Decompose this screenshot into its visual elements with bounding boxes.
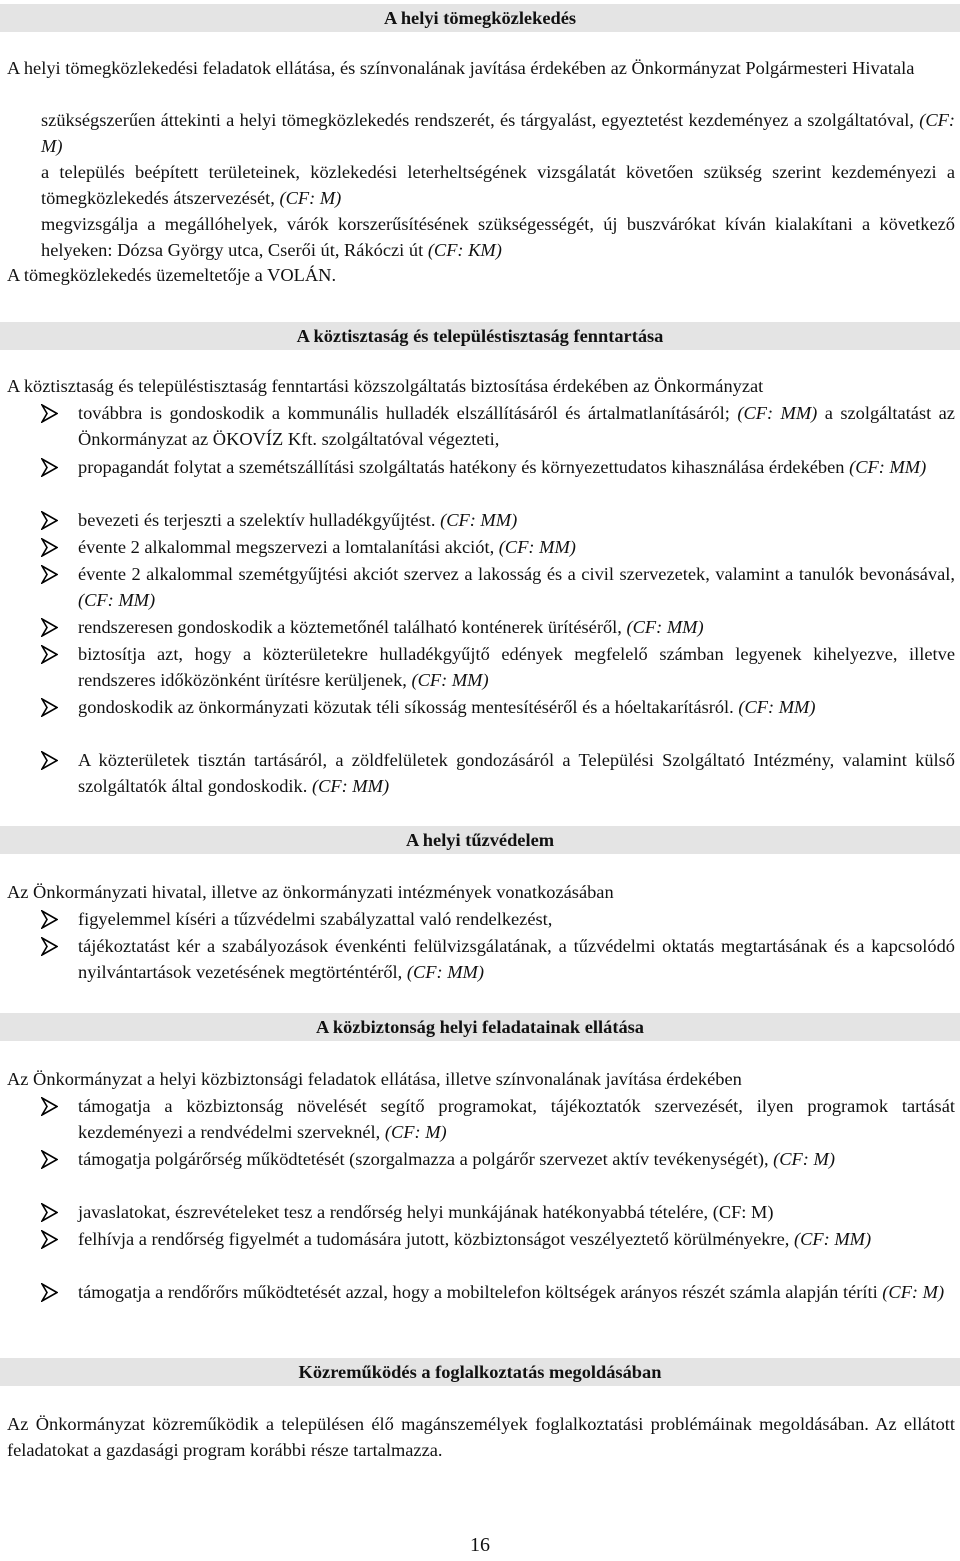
arrow-bullet-icon [41, 1203, 58, 1222]
arrow-bullet-icon [41, 618, 58, 637]
arrow-bullet-icon [41, 1230, 58, 1249]
transport-intro: A helyi tömegközlekedési feladatok ellátása, és színvonalának javítása érdekében az Önkormányzat Polgármesteri Hivatala [7, 58, 915, 78]
transport-closing: A tömegközlekedés üzemeltetője a VOLÁN. [7, 265, 337, 285]
arrow-bullet-icon [41, 565, 58, 584]
transport-item: szükségszerűen áttekinti a helyi tömegközlekedés rendszerét, és tárgyalást, egyeztetést kezdeményez a szolgáltatóval, (CF: M) [41, 110, 955, 156]
list-item: rendszeresen gondoskodik a köztemetőnél található konténerek ürítéséről, (CF: MM) [41, 615, 955, 641]
list-item: tájékoztatást kér a szabályozások évenkénti felülvizsgálatának, a tűzvédelmi oktatás megtartásának és a kapcsolódó nyilvántartások vezetésének megtörténtéről, (CF: MM) [41, 934, 955, 985]
list-item: bevezeti és terjeszti a szelektív hulladékgyűjtést. (CF: MM) [41, 508, 955, 534]
list-item: támogatja polgárőrség működtetését (szorgalmazza a polgárőr szervezet aktív tevékenységét), (CF: M) [41, 1147, 955, 1173]
section-heading-employment: Közreműködés a foglalkoztatás megoldásában [0, 1358, 960, 1386]
list-item: felhívja a rendőrség figyelmét a tudomására jutott, közbiztonságot veszélyeztető körülményekre, (CF: MM) [41, 1227, 955, 1253]
list-item: javaslatokat, észrevételeket tesz a rendőrség helyi munkájának hatékonyabbá tételére, (CF: M) [41, 1200, 955, 1226]
employment-text: Az Önkormányzat közreműködik a településen élő magánszemélyek foglalkoztatási problémáinak megoldásában. Az ellátott feladatokat a gazdasági program korábbi része tartalmazza. [7, 1414, 955, 1460]
arrow-bullet-icon [41, 404, 58, 423]
section-heading-fire: A helyi tűzvédelem [0, 826, 960, 854]
list-item: gondoskodik az önkormányzati közutak téli síkosság mentesítéséről és a hóeltakarításról. (CF: MM) [41, 695, 955, 721]
arrow-bullet-icon [41, 538, 58, 557]
list-item: évente 2 alkalommal szemétgyűjtési akciót szervez a lakosság és a civil szervezetek, valamint a tanulók bevonásával, (CF: MM) [41, 562, 955, 613]
list-item: propagandát folytat a szemétszállítási szolgáltatás hatékony és környezettudatos kihasználása érdekében (CF: MM) [41, 455, 955, 481]
fire-intro: Az Önkormányzati hivatal, illetve az önkormányzati intézmények vonatkozásában [7, 882, 614, 902]
arrow-bullet-icon [41, 698, 58, 717]
list-item: támogatja a rendőrőrs működtetését azzal, hogy a mobiltelefon költségek arányos részét számla alapján téríti (CF: M) [41, 1280, 955, 1306]
transport-item: a település beépített területeinek, közlekedési leterheltségének vizsgálatát követően szükség szerint kezdeményezi a tömegközlekedés átszervezését, (CF: M) [41, 162, 955, 208]
section-heading-transport: A helyi tömegközlekedés [0, 4, 960, 32]
list-item: figyelemmel kíséri a tűzvédelmi szabályzattal való rendelkezést, [41, 907, 955, 933]
list-item: támogatja a közbiztonság növelését segítő programokat, tájékoztatók szervezését, ilyen programok tartását kezdeményezi a rendvédelmi szerveknél, (CF: M) [41, 1094, 955, 1145]
arrow-bullet-icon [41, 910, 58, 929]
arrow-bullet-icon [41, 751, 58, 770]
section-heading-cleanliness: A köztisztaság és településtisztaság fenntartása [0, 322, 960, 350]
list-item: évente 2 alkalommal megszervezi a lomtalanítási akciót, (CF: MM) [41, 535, 955, 561]
arrow-bullet-icon [41, 458, 58, 477]
arrow-bullet-icon [41, 1150, 58, 1169]
cleanliness-intro: A köztisztaság és településtisztaság fenntartási közszolgáltatás biztosítása érdekében az Önkormányzat [7, 376, 764, 396]
arrow-bullet-icon [41, 937, 58, 956]
arrow-bullet-icon [41, 1097, 58, 1116]
list-item: biztosítja azt, hogy a közterületekre hulladékgyűjtő edények megfelelő számban legyenek kihelyezve, illetve rendszeres időközönként ürítésre kerüljenek, (CF: MM) [41, 642, 955, 693]
list-item: továbbra is gondoskodik a kommunális hulladék elszállításáról és ártalmatlanításáról; (CF: MM) a szolgáltatást az Önkormányzat az ÖKOVÍZ Kft. szolgáltatóval végezteti, [41, 401, 955, 452]
list-item: A közterületek tisztán tartásáról, a zöldfelületek gondozásáról a Települési Szolgáltató Intézmény, valamint külső szolgáltatók által gondoskodik. (CF: MM) [41, 748, 955, 799]
page-number: 16 [470, 1534, 490, 1556]
arrow-bullet-icon [41, 511, 58, 530]
section-heading-security: A közbiztonság helyi feladatainak ellátása [0, 1013, 960, 1041]
arrow-bullet-icon [41, 645, 58, 664]
arrow-bullet-icon [41, 1283, 58, 1302]
transport-item: megvizsgálja a megállóhelyek, várók korszerűsítésének szükségességét, új buszvárókat kíván kialakítani a következő helyeken: Dózsa György utca, Cserői út, Rákóczi út (CF: KM) [41, 214, 955, 260]
security-intro: Az Önkormányzat a helyi közbiztonsági feladatok ellátása, illetve színvonalának javítása érdekében [7, 1069, 742, 1089]
